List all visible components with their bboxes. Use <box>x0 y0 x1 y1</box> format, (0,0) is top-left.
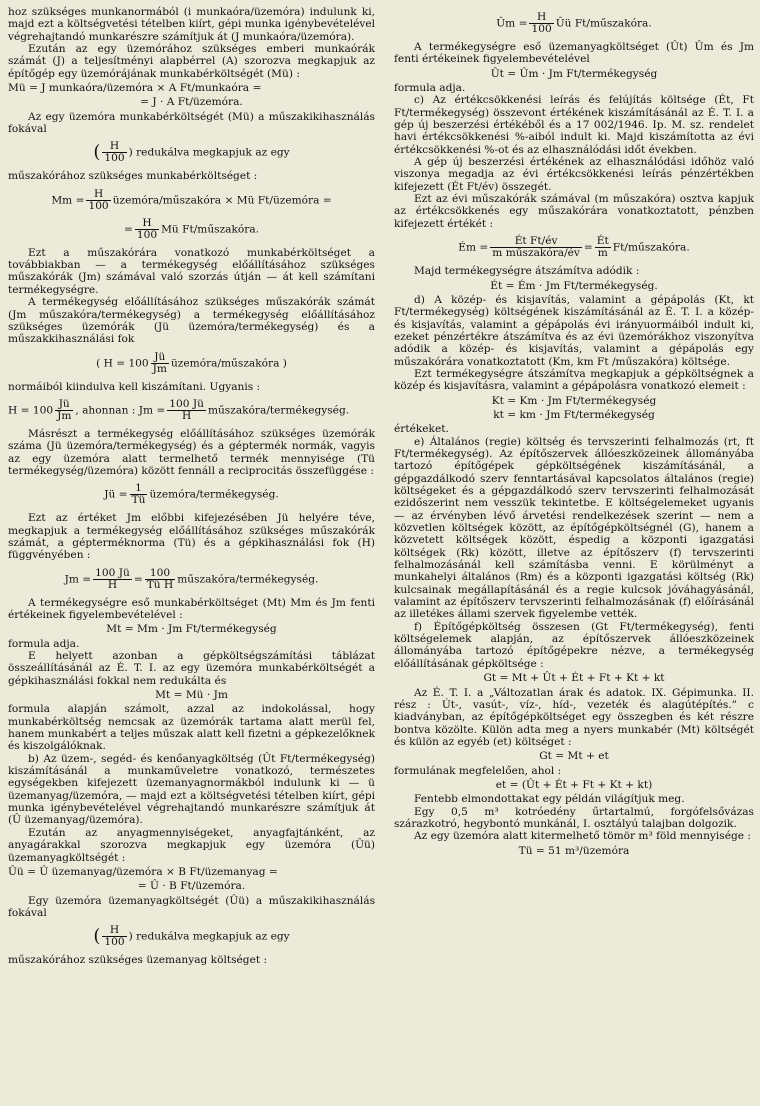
paragraph: A gép új beszerzési értékének az elhasználódási időhöz való viszonya megadja az évi értékcsökkenési leírás pénzértékben kifejezett (Ét Ft/év) összegét. <box>394 156 754 193</box>
paragraph: Majd termékegységre átszámítva adódik : <box>414 265 640 278</box>
paragraph: Ezt a műszakórára vonatkozó munkabérköltséget a továbbiakban — a termékegység előállításához szükséges műszakórák (Jm) számával való szorzás útján — át kell számítani termékegységre. <box>8 246 375 296</box>
paragraph: e) Általános (regie) költség és tervszerinti felhalmozás (rt, ft Ft/termékegység). Az építőszervek állóeszközeinek állományába tartozó építőgépek gépköltségének kiszámításánál, a gépgazdálkodó szerv fenntartásával kapcsolatos általános (regie) költségeket és a gépgazdálkodó szerv tervszerinti felhalmozását ezidőszerint nem vesszük tekintetbe. E költségelemeket ugyanis — az érvényben lévő árvetési rendelkezések szerint — nem a közvetlen költségek között, az építőgépköltségnél (G), hanem a közvetett költségek között, éspedig a központi igazgatási költségek (Rk) között, illetve az építőszerv (f) tervszerinti felhalmozásánál kell számításba venni. E körülményt a munkahelyi általános (Rm) és a központi igazgatási költség (Rk) kulcsainak megállapításánál és a regie kulcsok jóváhagyásánál, valamint az építőszerv tervszerinti felhalmozásának (f) előírásánál az illetékes állami szervek figyelembe vették. <box>394 435 754 621</box>
equation-h-definition: ( H = 100 $\frac{Jü}{Jm}$ üzemóra/műszakóra ) <box>96 350 287 375</box>
paragraph: normáiból kiindulva kell kiszámítani. Ugyanis : <box>8 380 261 393</box>
equation-kt: Kt = Km · Jm Ft/termékegység <box>491 394 657 407</box>
equation-uu: Ûü = Û üzemanyag/üzemóra × B Ft/üzemanyag = <box>8 865 278 878</box>
paragraph: Egy 0,5 m³ kotróedény űrtartalmú, forgófelsővázas szárazkotró, hegybontó munkánál, I. osztályú talajban dolgozik. <box>394 805 754 830</box>
paragraph: Ezt termékegységre átszámítva megkapjuk a gépköltségnek a közép és kisjavításra, valamint a gépápolásra vonatkozó elemeit : <box>394 367 754 393</box>
paragraph: formula alapján számolt, azzal az indokolással, hogy munkabérköltség nemcsak az üzemórák tartama alatt merül fel, hanem munkabért a teljes műszak alatt kell fizetni a gépkezelőknek és kiszolgálóknak. <box>8 703 375 753</box>
paragraph: értékeket. <box>394 423 449 436</box>
equation-gt: Gt = Mt + Ût + Ét + Ft + Kt + kt <box>483 672 665 685</box>
paragraph: Ezt az évi műszakórák számával (m műszakóra) osztva kapjuk az értékcsökkenés egy műszakórára vonatkoztatott, pénzben kifejezett értékét : <box>394 193 754 230</box>
paragraph: műszakórához szükséges üzemanyag költséget : <box>8 954 268 967</box>
paragraph: Ezt az értéket Jm előbbi kifejezésében Jü helyére téve, megkapjuk a termékegység előállításához szükséges műszakórák számát, a gépterméknorma (Tü) és a gépkihasználási fok (H) függvényében : <box>8 512 375 562</box>
paragraph: A termékegységre eső üzemanyagköltséget (Ût) Ûm és Jm fenti értékeinek figyelembevételével <box>394 41 754 66</box>
equation-h-jm: H = 100 $\frac{Jü}{Jm}$ , ahonnan : Jm = $\frac{100 Jü}{H}$ műszakóra/termékegység. <box>8 397 350 422</box>
paragraph: Másrészt a termékegység előállításához szükséges üzemórák száma (Jü üzemóra/termékegység) és a géptermék normák, vagyis az egy üzemóra alatt termelhető termék mennyisége (Tü termékegység/üzemóra) között fennáll a reciprocitás összefüggése : <box>8 427 375 477</box>
equation-fraction: ( $\frac{H}{100}$ ) redukálva megkapjuk az egy <box>93 140 290 165</box>
equation-ut: Ût = Ûm · Jm Ft/termékegység <box>490 67 658 80</box>
equation-um: Ûm = $\frac{H}{100}$ Ûü Ft/műszakóra. <box>496 11 652 35</box>
paragraph: E helyett azonban a gépköltségszámítási táblázat összeállításánál az É. T. I. az egy üzemóra munkabérköltségét a gépkihasználási fokkal nem redukálta és <box>8 650 375 687</box>
paragraph: d) A közép- és kisjavítás, valamint a gépápolás (Kt, kt Ft/termékegység) költségének kiszámításánál az É. T. I. a közép- és kisjavítás, valamint a gépápolás évi irányuormáiból indult ki, ezeket pénzértékre átszámítva és az évi üzemórákhoz viszonyítva adódik a közép- és kisjavítás, valamint a gépápolás egy műszakórára vonatkoztatott (Km, km Ft /műszakóra) költsége. <box>394 293 754 368</box>
paragraph: A termékegységre eső munkabérköltséget (Mt) Mm és Jm fenti értékeinek figyelembevételével : <box>8 596 375 621</box>
paragraph: hoz szükséges munkanormából (i munkaóra/üzemóra) indulunk ki, majd ezt a költségvetési tételben kiírt, gépi munka igénybevételével végrehajtandó munkarészre számítjuk át (J munkaóra/üzemóra). <box>8 6 375 43</box>
paragraph: Az É. T. I. a „Változatlan árak és adatok. IX. Gépimunka. II. rész : Út-, vasút-, víz-, híd-, vezeték és alagútépítés.” c kiadványban, az építőgépköltséget egy összegben és két részre bontva közölte. Külön adta meg a nyers munkabér (Mt) költségét és külön az egyéb (et) költséget : <box>394 686 754 748</box>
equation-jm: Jm = $\frac{100 Jü}{H}$ = $\frac{100}{\text{Tü H}}$ műszakóra/termékegység. <box>64 566 319 591</box>
equation: = J · A Ft/üzemóra. <box>140 96 243 109</box>
right-column <box>394 6 754 859</box>
equation-et-sum: et = (Ût + Ét + Ft + Kt + kt) <box>495 778 653 791</box>
paragraph: formulának megfelelően, ahol : <box>394 764 562 777</box>
equation-ju: Jü = $\frac{1}{Tü}$ üzemóra/termékegység. <box>104 482 279 507</box>
equation-mm-result: = $\frac{H}{100}$ Mü Ft/műszakóra. <box>123 216 260 241</box>
equation-kt-small: kt = km · Jm Ft/termékegység <box>493 408 655 421</box>
paragraph: Az egy üzemóra munkabérköltségét (Mü) a műszakikihasználás fokával <box>8 110 375 136</box>
equation-gt-short: Gt = Mt + et <box>539 750 609 763</box>
equation-tu: Tü = 51 m³/üzemóra <box>518 844 630 857</box>
equation-mu: Mü = J munkaóra/üzemóra × A Ft/munkaóra = <box>8 82 262 95</box>
equation-mt: Mt = Mm · Jm Ft/termékegység <box>106 623 277 636</box>
paragraph: A termékegység előállításához szükséges műszakórák számát (Jm műszakóra/termékegység) a termékegység előállításához szükséges üzemórák (Jü üzemóra/termékegység) és a műszakkihasználási fok <box>8 296 375 346</box>
paragraph: Ezután az egy üzemórához szükséges emberi munkaórák számát (J) a teljesítményi alapbérrel (A) szorozva megkapjuk az építőgép egy üzemórájának munkabérköltségét (Mü) : <box>8 43 375 80</box>
left-column <box>8 6 375 967</box>
equation-mm: Mm = $\frac{H}{100}$ üzemóra/műszakóra × Mü Ft/üzemóra = <box>51 187 332 212</box>
paragraph: f) Építőgépköltség összesen (Gt Ft/termékegység), fenti költségelemek alapján, az építőszervek állóeszközeinek állományába tartozó építőgépekre nézve, a termékegység előállításának gépköltsége : <box>394 620 754 670</box>
equation: = Û · B Ft/üzemóra. <box>137 880 246 893</box>
equation-et: Ét = Ém · Jm Ft/termékegység. <box>490 279 658 292</box>
paragraph: b) Az üzem-, segéd- és kenőanyagköltség (Ût Ft/termékegység) kiszámításánál a munkaműveletre vonatkozó, természetes egységekben kifejezett üzemanyagnormákból indulunk ki — ü üzemanyag/üzemóra, — majd ezt a költségvetési tételben kiírt, gépi munka igénybevételével végrehajtandó munkarészre számítjuk át (Û üzemanyag/üzemóra). <box>8 752 375 827</box>
equation-em: Ém = $\frac{\text{Ét Ft/év}}{\text{m műszakóra/év}}$ = $\frac{Ét}{m}$ Ft/műszakóra. <box>458 235 690 260</box>
paragraph: formula adja. <box>8 637 80 650</box>
paragraph: Fentebb elmondottakat egy példán világítjuk meg. <box>414 793 685 806</box>
paragraph: Egy üzemóra üzemanyagköltségét (Ûü) a műszakikihasználás fokával <box>8 894 375 919</box>
paragraph: Ezután az anyagmennyiségeket, anyagfajtánként, az anyagárakkal szorozva megkapjuk egy üzemóra (Ûü) üzemanyagköltségét : <box>8 826 375 864</box>
equation-fraction: ( $\frac{H}{100}$ ) redukálva megkapjuk az egy <box>93 924 290 949</box>
paragraph: formula adja. <box>394 82 466 95</box>
paragraph: műszakórához szükséges munkabérköltséget : <box>8 170 258 183</box>
equation-mt-alt: Mt = Mü · Jm <box>155 689 228 702</box>
paragraph: c) Az értékcsökkenési leírás és felújítás költsége (Ét, Ft Ft/termékegység) összevont értékének kiszámításánál az É. T. I. a gép új beszerzési értékéből és a 17 002/1946. Ip. M. sz. rendelet havi értékcsökkenési %-aiból indult ki. Majd kiszámította az évi értékcsökkenési %-ot és az elhasználódási időt években. <box>394 94 754 156</box>
paragraph: Az egy üzemóra alatt kitermelhető tömör m³ föld mennyisége : <box>414 830 751 843</box>
